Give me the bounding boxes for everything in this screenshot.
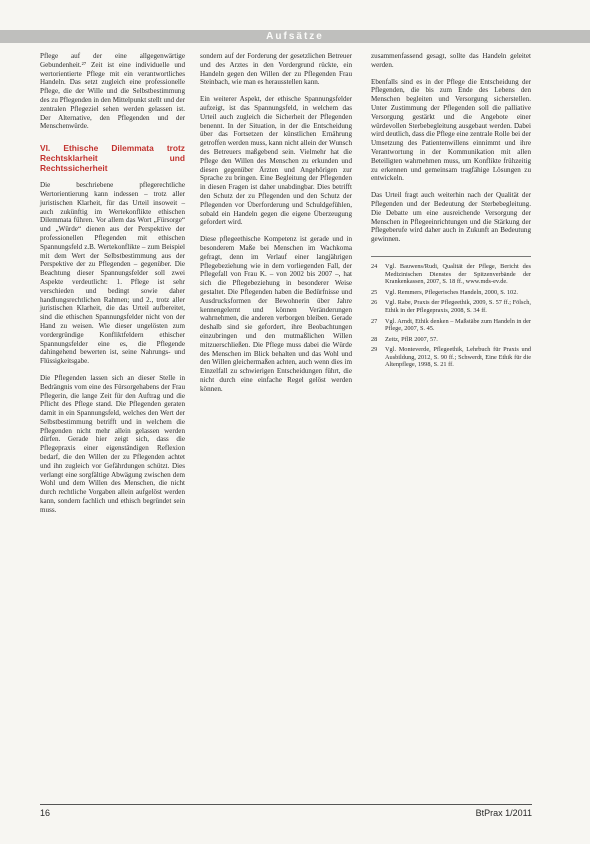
body-paragraph: Pflege auf der eine allgegenwärtige Gebundenheit.²⁷ Zeit ist eine individuelle und wertorientierte Pflege mit ein verantwortliches Handeln. Das setzt zugleich eine professionelle Pflege, die der Wille und die Selbstbestimmung des zu Pflegenden in den Mittelpunkt stellt und der zentralen Pflegeziel sehen werden gelassen ist. Der Alternative, den Pflegenden und der Menschenwürde. [40, 52, 185, 131]
footnote [371, 299, 531, 314]
body-paragraph: Das Urteil fragt auch weiterhin nach der Qualität der Pflegenden und der Bedeutung der Sterbebegleitung. Die Debatte um eine ausreichende Versorgung der Menschen in Pflegeeinrichtungen und die Stärkung der Pflegeberufe wird daher auch in Zukunft an Bedeutung gewinnen. [371, 191, 531, 244]
footer-rule [40, 804, 532, 805]
section-title: Aufsätze [266, 31, 324, 42]
footnote-number: 25 [371, 288, 378, 296]
body-paragraph: zusammenfassend gesagt, sollte das Handeln geleitet werden. [371, 52, 531, 69]
body-paragraph: Ebenfalls sind es in der Pflege die Entscheidung der Pflegenden, die bis zum Ende des Lebens den Menschen begleiten und Versorgung sicherstellen. Unter Zustimmung der Pflegenden soll die palliative Versorgung gestärkt und die Angebote einer würdevollen Sterbebegleitung ausgebaut werden. Dabei wird deutlich, dass die Pflege eine zentrale Rolle bei der Umsetzung des Patientenwillens einnimmt und ihre Verantwortung in der Kommunikation mit allen Beteiligten wahrnehmen muss, um Konflikte frühzeitig zu erkennen und gemeinsam tragfähige Lösungen zu entwickeln. [371, 77, 531, 183]
footnote-text: Vgl. Arndt, Ethik denken – Maßstäbe zum Handeln in der Pflege, 2007, S. 45. [385, 317, 531, 333]
column-3 [371, 52, 531, 372]
footnote-number: 27 [371, 317, 378, 325]
footnote [371, 289, 531, 297]
body-paragraph: sondern auf der Forderung der gesetzlichen Betreuer und des Arztes in den Vordergrund rückte, ein Handeln gegen den Willen der zu Pflegenden Frau Steinbach, wie man es herausstellen kann. [200, 52, 352, 87]
footnote-text: Vgl. Remmers, Pflegerisches Handeln, 2000, S. 102. [385, 288, 518, 296]
column-1 [40, 52, 185, 515]
body-paragraph: Die beschriebene pflegerechtliche Wertorientierung kann indessen – trotz aller juristischen Klarheit, für das Urteil insoweit – auch zukünftig im Wertekonflikte ethischen Dilemmata führen. Vor allem das Wort „Fürsorge“ und „Würde“ dienen aus der Perspektive der professionellen Pflegenden mit ethischen Spannungsfeld z.B. Wertekonflikte – zum Beispiel mit dem Wert der Selbstbestimmung aus der Perspektive der zu Pflegenden – gegenüber. Die Beachtung dieser Spannungsfelder soll zwei Aspekte verdeutlicht: 1. Pflege ist sehr verschieden und bedingt sowie daher handlungsrechtlichen Rahmen; und 2., trotz aller juristischen Klarheit, die das Urteil aufbereitet, sind die ethischen Spannungsfelder nicht von der Hand zu weisen. Wie dieser ungelösten zum vordergründige Konfliktfeldern ethischer Spannungsfelder eine es, die Pflegende dahingehend bewerten ist, seine Nahrungs- und Flüssigkeitsgabe. [40, 181, 185, 366]
footnote-text: Zeitz, PflR 2007, 57. [385, 335, 438, 343]
footnote [371, 336, 531, 344]
footnote-number: 26 [371, 299, 378, 307]
footnote-number: 29 [371, 346, 378, 354]
footnote-number: 28 [371, 335, 378, 343]
footnotes [371, 256, 531, 369]
body-paragraph: Ein weiterer Aspekt, der ethische Spannungsfelder aufzeigt, ist das Spannungsfeld, in welchem das Urteil auch zugleich die Sicherheit der Pflegenden benennt. In der Situation, in der die Entscheidung über das Fortsetzen der künstlichen Ernährung getroffen werden muss, kann nicht allein der Wunsch des Betreuers maßgebend sein. Vielmehr hat die Pflege den Willen des Menschen zu erkunden und diesen gegenüber Ärzten und Angehörigen zur Sprache zu bringen. Eine Begleitung der Pflegenden in diesen Fragen ist daher unabdingbar. Dies betrifft den Schutz der zu Pflegenden und den Schutz der Pflegenden vor Überforderung und Schuldgefühlen, sobald ein Handeln gegen die eigene Überzeugung gefordert wird. [200, 95, 352, 227]
footnote-text: Vgl. Monteverde, Pflegeethik, Lehrbuch für Praxis und Ausbildung, 2012, S. 90 ff.; Schwerdt, Eine Ethik für die Altenpflege, 1998, S. 21 ff. [385, 346, 531, 369]
journal-issue: BtPrax 1/2011 [475, 808, 532, 818]
footnote [371, 318, 531, 333]
footnote-number: 24 [371, 262, 378, 270]
column-2 [200, 52, 352, 393]
section-heading: VI. Ethische Dilemmata trotz Rechtsklarheit und Rechtssicherheit [40, 143, 185, 174]
body-paragraph: Die Pflegenden lassen sich an dieser Stelle in Bedrängnis vom eine des Fürsorgehabens der Frau Pflegerin, die lange Zeit für den Auftrag und die Pflicht des Pflege stand. Die Pflegenden geraten damit in ein Spannungsfeld, welches den Wert der Selbstbestimmung betrifft und in welchem die Pflegenden nicht mehr allein gelassen werden dürfen. Gerade hier zeigt sich, dass die Pflegepraxis einer eigenständigen Reflexion bedarf, die den Willen der zu Pflegenden achtet und ihn zugleich vor Gefährdungen schützt. Dies verlangt eine sorgfältige Abwägung zwischen dem Wohl und dem Willen des Menschen, die nicht durch rechtliche Vorgaben allein aufgelöst werden kann, sondern fachlich und ethisch begründet sein muss. [40, 373, 185, 514]
footnote-text: Vgl. Bauwens/Rudi, Qualität der Pflege, Bericht des Medizinischen Dienstes der Spitzenverbände der Krankenkassen, 2007, S. 18 ff., www.mds-ev.de. [385, 262, 531, 286]
footnote [371, 263, 531, 286]
footnote [371, 346, 531, 369]
body-paragraph: Diese pflegeethische Kompetenz ist gerade und in besonderem Maße bei Menschen im Wachkoma gefragt, denn im Verlauf einer langjährigen Pflegebeziehung wie in dem vorliegenden Fall, der Pflegefall von Frau K. – von 2002 bis 2007 –, hat sich die Pflegebeziehung in besonderer Weise gestaltet. Die Pflegenden haben die Bedürfnisse und Ausdrucksformen der Bewohnerin über Jahre kennengelernt und können Veränderungen wahrnehmen, die anderen verborgen bleiben. Gerade deshalb sind sie gefordert, ihre Beobachtungen einzubringen und den mutmaßlichen Willen mitzuerschließen. Die Pflege muss dabei die Würde des Menschen im Blick behalten und das Wohl und den Willen gleichermaßen achten, auch wenn dies im Einzelfall zu schwierigen Entscheidungen führt, die nicht durch eine einfache Regel gelöst werden können. [200, 235, 352, 393]
footnote-text: Vgl. Rabe, Praxis der Pflegeethik, 2009, S. 57 ff.; Fölsch, Ethik in der Pflegepraxis, 2008, S. 34 ff. [385, 299, 531, 314]
page-number: 16 [40, 808, 51, 818]
